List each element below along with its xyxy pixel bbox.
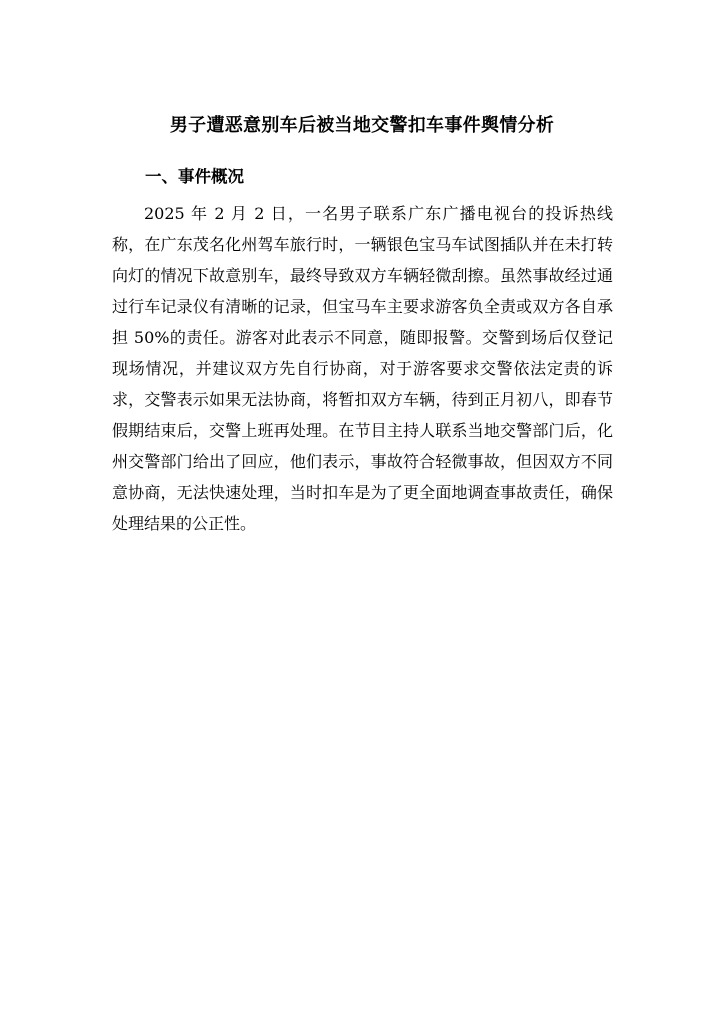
section-paragraph: 2025 年 2 月 2 日，一名男子联系广东广播电视台的投诉热线称，在广东茂名化州驾车旅行时，一辆银色宝马车试图插队并在未打转向灯的情况下故意别车，最终导致双方车辆轻微刮擦。虽然事故经过通过行车记录仪有清晰的记录，但宝马车主要求游客负全责或双方各自承担 50%的责任。游客对此表示不同意，随即报警。交警到场后仅登记现场情况，并建议双方先自行协商，对于游客要求交警依法定责的诉求，交警表示如果无法协商，将暂扣双方车辆，待到正月初八，即春节假期结束后，交警上班再处理。在节目主持人联系当地交警部门后，化州交警部门给出了回应，他们表示，事故符合轻微事故，但因双方不同意协商，无法快速处理，当时扣车是为了更全面地调查事故责任，确保处理结果的公正性。 xyxy=(112,204,613,533)
document-title: 男子遭恶意别车后被当地交警扣车事件舆情分析 xyxy=(169,115,555,136)
section-heading: 一、事件概况 xyxy=(145,167,244,186)
